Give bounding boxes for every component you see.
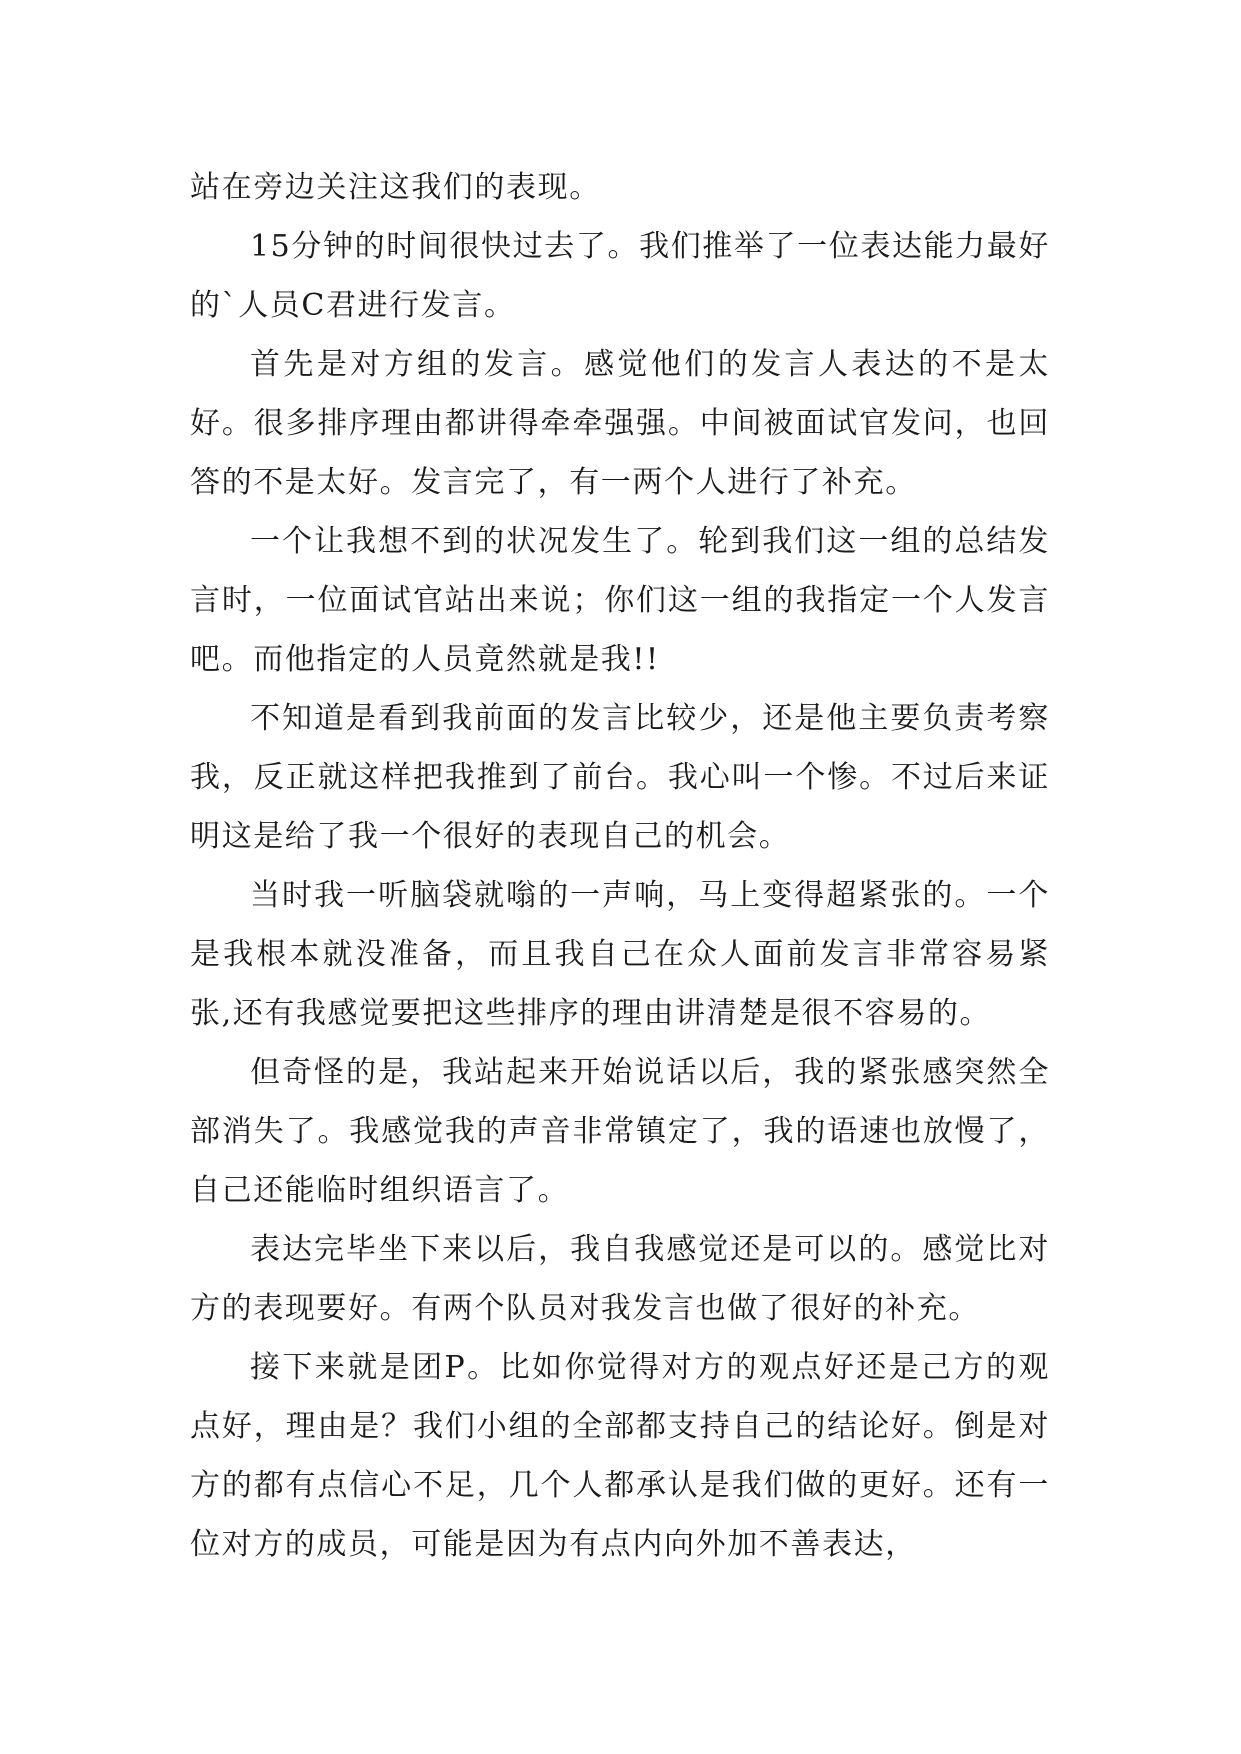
paragraph: 接下来就是团P。比如你觉得对方的观点好还是己方的观点好，理由是？我们小组的全部都支持自己的结论好。倒是对方的都有点信心不足，几个人都承认是我们做的更好。还有一位对方的成员，可能是因为有点内向外加不善表达， <box>190 1350 1050 1562</box>
document-body <box>190 158 1050 1574</box>
paragraph: 但奇怪的是，我站起来开始说话以后，我的紧张感突然全部消失了。我感觉我的声音非常镇定了，我的语速也放慢了，自己还能临时组织语言了。 <box>190 1055 1050 1208</box>
paragraph: 不知道是看到我前面的发言比较少，还是他主要负责考察我，反正就这样把我推到了前台。我心叫一个惨。不过后来证明这是给了我一个很好的表现自己的机会。 <box>190 701 1050 854</box>
paragraph: 15分钟的时间很快过去了。我们推举了一位表达能力最好的`人员C君进行发言。 <box>190 229 1050 323</box>
paragraph: 表达完毕坐下来以后，我自我感觉还是可以的。感觉比对方的表现要好。有两个队员对我发言也做了很好的补充。 <box>190 1232 1050 1326</box>
paragraph: 一个让我想不到的状况发生了。轮到我们这一组的总结发言时，一位面试官站出来说；你们这一组的我指定一个人发言吧。而他指定的人员竟然就是我!! <box>190 524 1050 677</box>
paragraph: 首先是对方组的发言。感觉他们的发言人表达的不是太好。很多排序理由都讲得牵牵强强。中间被面试官发问，也回答的不是太好。发言完了，有一两个人进行了补充。 <box>190 347 1050 500</box>
paragraph: 站在旁边关注这我们的表现。 <box>190 170 601 205</box>
paragraph: 当时我一听脑袋就嗡的一声响，马上变得超紧张的。一个是我根本就没准备，而且我自己在众人面前发言非常容易紧张,还有我感觉要把这些排序的理由讲清楚是很不容易的。 <box>190 878 1050 1031</box>
